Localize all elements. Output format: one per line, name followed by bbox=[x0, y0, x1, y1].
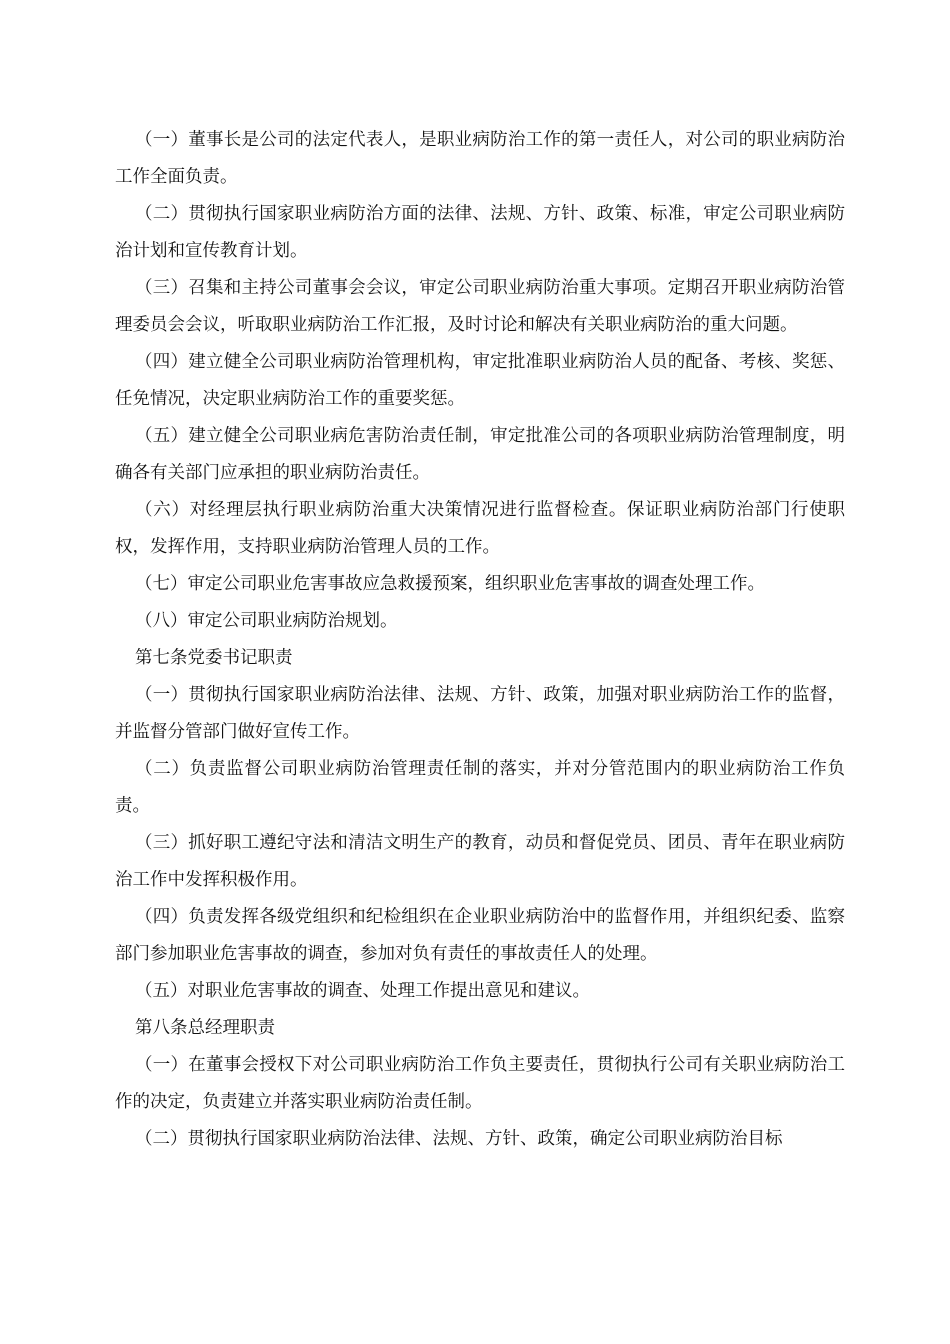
paragraph-chairman-5: （五）建立健全公司职业病危害防治责任制，审定批准公司的各项职业病防治管理制度，明确各有关部门应承担的职业病防治责任。 bbox=[115, 426, 845, 483]
paragraph-general-manager-1: （一）在董事会授权下对公司职业病防治工作负主要责任，贯彻执行公司有关职业病防治工作的决定，负责建立并落实职业病防治责任制。 bbox=[115, 1055, 845, 1112]
paragraph-party-secretary-5: （五）对职业危害事故的调查、处理工作提出意见和建议。 bbox=[135, 981, 590, 1001]
paragraph-party-secretary-3: （三）抓好职工遵纪守法和清洁文明生产的教育，动员和督促党员、团员、青年在职业病防治工作中发挥积极作用。 bbox=[115, 833, 845, 890]
section-heading-article-7: 第七条党委书记职责 bbox=[135, 648, 293, 668]
paragraph-party-secretary-2: （二）负责监督公司职业病防治管理责任制的落实，并对分管范围内的职业病防治工作负责。 bbox=[115, 759, 845, 816]
section-heading-article-8: 第八条总经理职责 bbox=[135, 1018, 275, 1038]
paragraph-party-secretary-4: （四）负责发挥各级党组织和纪检组织在企业职业病防治中的监督作用，并组织纪委、监察部门参加职业危害事故的调查，参加对负有责任的事故责任人的处理。 bbox=[115, 907, 845, 964]
paragraph-chairman-8: （八）审定公司职业病防治规划。 bbox=[135, 611, 398, 631]
document-body bbox=[115, 122, 845, 1158]
paragraph-chairman-3: （三）召集和主持公司董事会会议，审定公司职业病防治重大事项。定期召开职业病防治管理委员会会议，听取职业病防治工作汇报，及时讨论和解决有关职业病防治的重大问题。 bbox=[115, 278, 845, 335]
paragraph-chairman-2: （二）贯彻执行国家职业病防治方面的法律、法规、方针、政策、标准，审定公司职业病防治计划和宣传教育计划。 bbox=[115, 204, 845, 261]
paragraph-chairman-4: （四）建立健全公司职业病防治管理机构，审定批准职业病防治人员的配备、考核、奖惩、任免情况，决定职业病防治工作的重要奖惩。 bbox=[115, 352, 845, 409]
paragraph-general-manager-2: （二）贯彻执行国家职业病防治法律、法规、方针、政策，确定公司职业病防治目标 bbox=[135, 1129, 783, 1149]
paragraph-chairman-1: （一）董事长是公司的法定代表人，是职业病防治工作的第一责任人，对公司的职业病防治工作全面负责。 bbox=[115, 130, 845, 187]
paragraph-chairman-7: （七）审定公司职业危害事故应急救援预案，组织职业危害事故的调查处理工作。 bbox=[135, 574, 765, 594]
paragraph-party-secretary-1: （一）贯彻执行国家职业病防治法律、法规、方针、政策，加强对职业病防治工作的监督，并监督分管部门做好宣传工作。 bbox=[115, 685, 845, 742]
paragraph-chairman-6: （六）对经理层执行职业病防治重大决策情况进行监督检查。保证职业病防治部门行使职权，发挥作用，支持职业病防治管理人员的工作。 bbox=[115, 500, 845, 557]
